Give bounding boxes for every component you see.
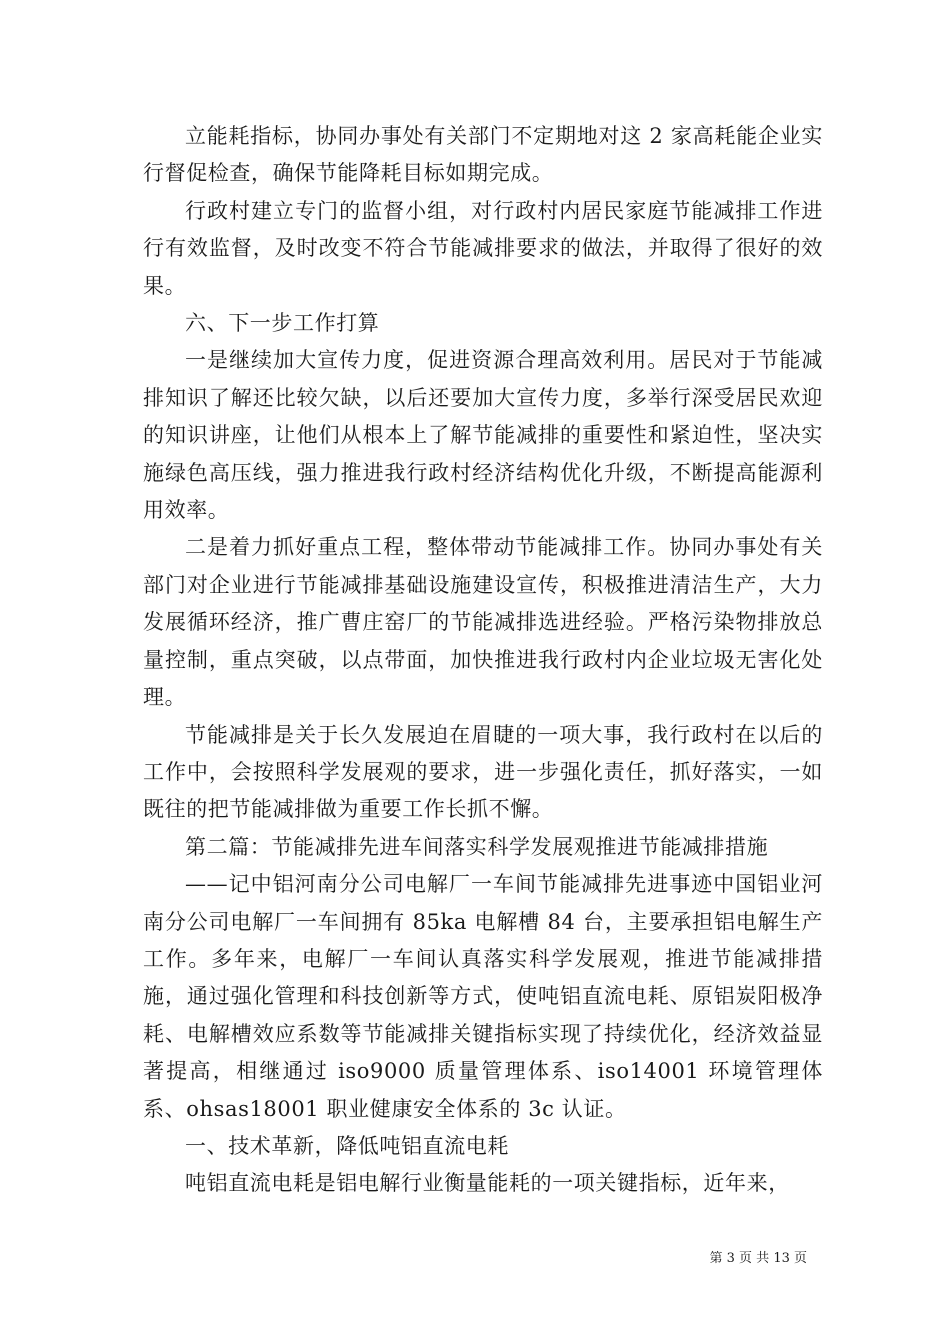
paragraph-power-consumption: 吨铝直流电耗是铝电解行业衡量能耗的一项关键指标，近年来， — [185, 1171, 790, 1196]
paragraph-publicity: 一是继续加大宣传力度，促进资源合理高效利用。居民对于节能减排知识了解还比较欠缺，以后还要加大宣传力度，多举行深受居民欢迎的知识讲座，让他们从根本上了解节能减排的重要性和紧迫性，坚决实施绿色高压线，强力推进我行政村经济结构优化升级，不断提高能源利用效率。 — [143, 348, 823, 523]
paragraph-key-projects: 二是着力抓好重点工程，整体带动节能减排工作。协同办事处有关部门对企业进行节能减排基础设施建设宣传，积极推进清洁生产，大力发展循环经济，推广曹庄窑厂的节能减排选进经验。严格污染物排放总量控制，重点突破，以点带面，加快推进我行政村内企业垃圾无害化处理。 — [143, 535, 823, 710]
section-heading-tech-innovation: 一、技术革新，降低吨铝直流电耗 — [185, 1133, 509, 1158]
page-number-footer: 第 3 页 共 13 页 — [709, 1251, 807, 1266]
paragraph-conclusion: 节能减排是关于长久发展迫在眉睫的一项大事，我行政村在以后的工作中，会按照科学发展观的要求，进一步强化责任，抓好落实，一如既往的把节能减排做为重要工作长抓不懈。 — [143, 722, 823, 822]
body-text — [143, 118, 823, 1203]
paragraph-workshop-intro: ——记中铝河南分公司电解厂一车间节能减排先进事迹中国铝业河南分公司电解厂一车间拥有 85ka 电解槽 84 台，主要承担铝电解生产工作。多年来，电解厂一车间认真落实科学发展观，推进节能减排措施，通过强化管理和科技创新等方式，使吨铝直流电耗、原铝炭阳极净耗、电解槽效应系数等节能减排关键指标实现了持续优化，经济效益显著提高，相继通过 iso9000 质量管理体系、iso14001 环境管理体系、ohsas18001 职业健康安全体系的 3c 认证。 — [143, 872, 823, 1121]
paragraph-continued: 立能耗指标，协同办事处有关部门不定期地对这 2 家高耗能企业实行督促检查，确保节能降耗目标如期完成。 — [143, 124, 823, 186]
section-heading-next-steps: 六、下一步工作打算 — [185, 311, 380, 336]
paragraph-supervision: 行政村建立专门的监督小组，对行政村内居民家庭节能减排工作进行有效监督，及时改变不符合节能减排要求的做法，并取得了很好的效果。 — [143, 198, 823, 298]
chapter-heading-part-two: 第二篇：节能减排先进车间落实科学发展观推进节能减排措施 — [185, 834, 769, 859]
